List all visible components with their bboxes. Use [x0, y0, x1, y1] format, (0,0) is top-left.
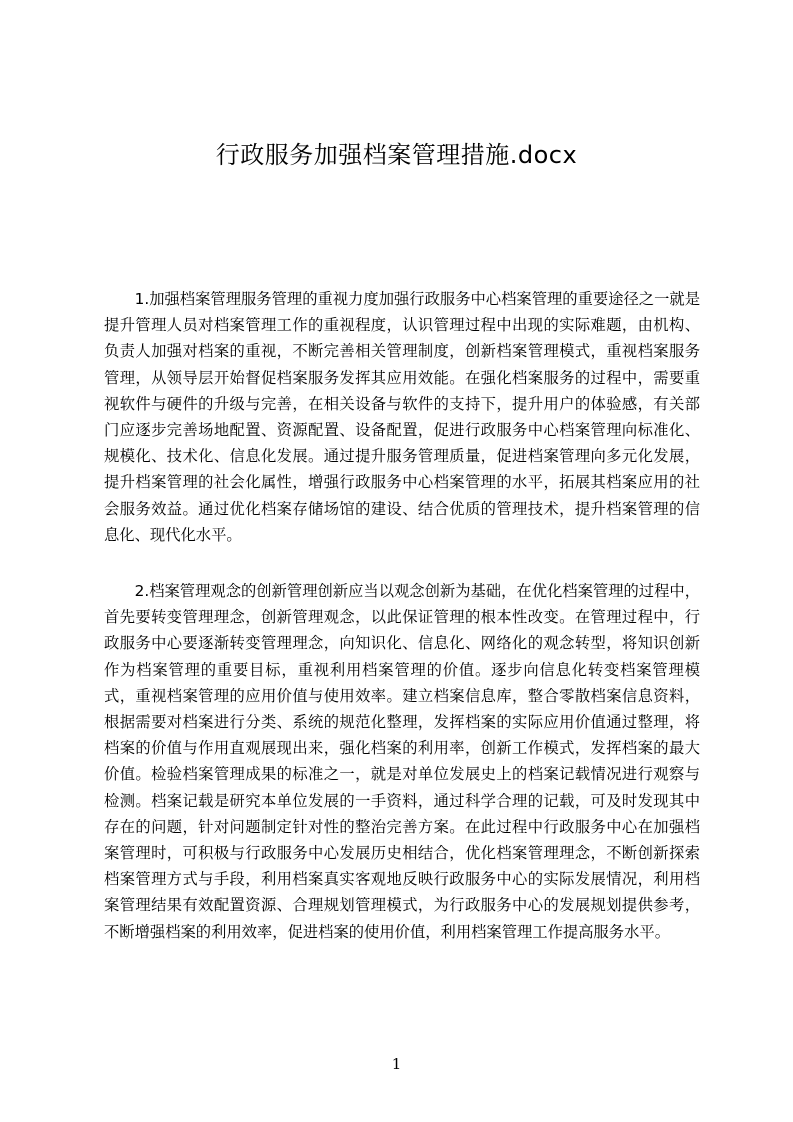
page-number: 1: [391, 1055, 402, 1073]
paragraph-1: 1.加强档案管理服务管理的重视力度加强行政服务中心档案管理的重要途径之一就是提升管理人员对档案管理工作的重视程度，认识管理过程中出现的实际难题，由机构、负责人加强对档案的重视，不断完善相关管理制度，创新档案管理模式，重视档案服务管理，从领导层开始督促档案服务发挥其应用效能。在强化档案服务的过程中，需要重视软件与硬件的升级与完善，在相关设备与软件的支持下，提升用户的体验感，有关部门应逐步完善场地配置、资源配置、设备配置，促进行政服务中心档案管理向标准化、规模化、技术化、信息化发展。通过提升服务管理质量，促进档案管理向多元化发展，提升档案管理的社会化属性，增强行政服务中心档案管理的水平，拓展其档案应用的社会服务效益。通过优化档案存储场馆的建设、结合优质的管理技术，提升档案管理的信息化、现代化水平。: [104, 290, 700, 544]
document-title: 行政服务加强档案管理措施.docx: [215, 141, 578, 169]
paragraph-2: 2.档案管理观念的创新管理创新应当以观念创新为基础，在优化档案管理的过程中，首先要转变管理理念，创新管理观念，以此保证管理的根本性改变。在管理过程中，行政服务中心要逐渐转变管理理念，向知识化、信息化、网络化的观念转型，将知识创新作为档案管理的重要目标，重视利用档案管理的价值。逐步向信息化转变档案管理模式，重视档案管理的应用价值与使用效率。建立档案信息库，整合零散档案信息资料，根据需要对档案进行分类、系统的规范化整理，发挥档案的实际应用价值通过整理，将档案的价值与作用直观展现出来，强化档案的利用率，创新工作模式，发挥档案的最大价值。检验档案管理成果的标准之一，就是对单位发展史上的档案记载情况进行观察与检测。档案记载是研究本单位发展的一手资料，通过科学合理的记载，可及时发现其中存在的问题，针对问题制定针对性的整治完善方案。在此过程中行政服务中心在加强档案管理时，可积极与行政服务中心发展历史相结合，优化档案管理理念，不断创新探索档案管理方式与手段，利用档案真实客观地反映行政服务中心的实际发展情况，利用档案管理结果有效配置资源、合理规划管理模式，为行政服务中心的发展规划提供参考，不断增强档案的利用效率，促进档案的使用价值，利用档案管理工作提高服务水平。: [104, 582, 700, 941]
